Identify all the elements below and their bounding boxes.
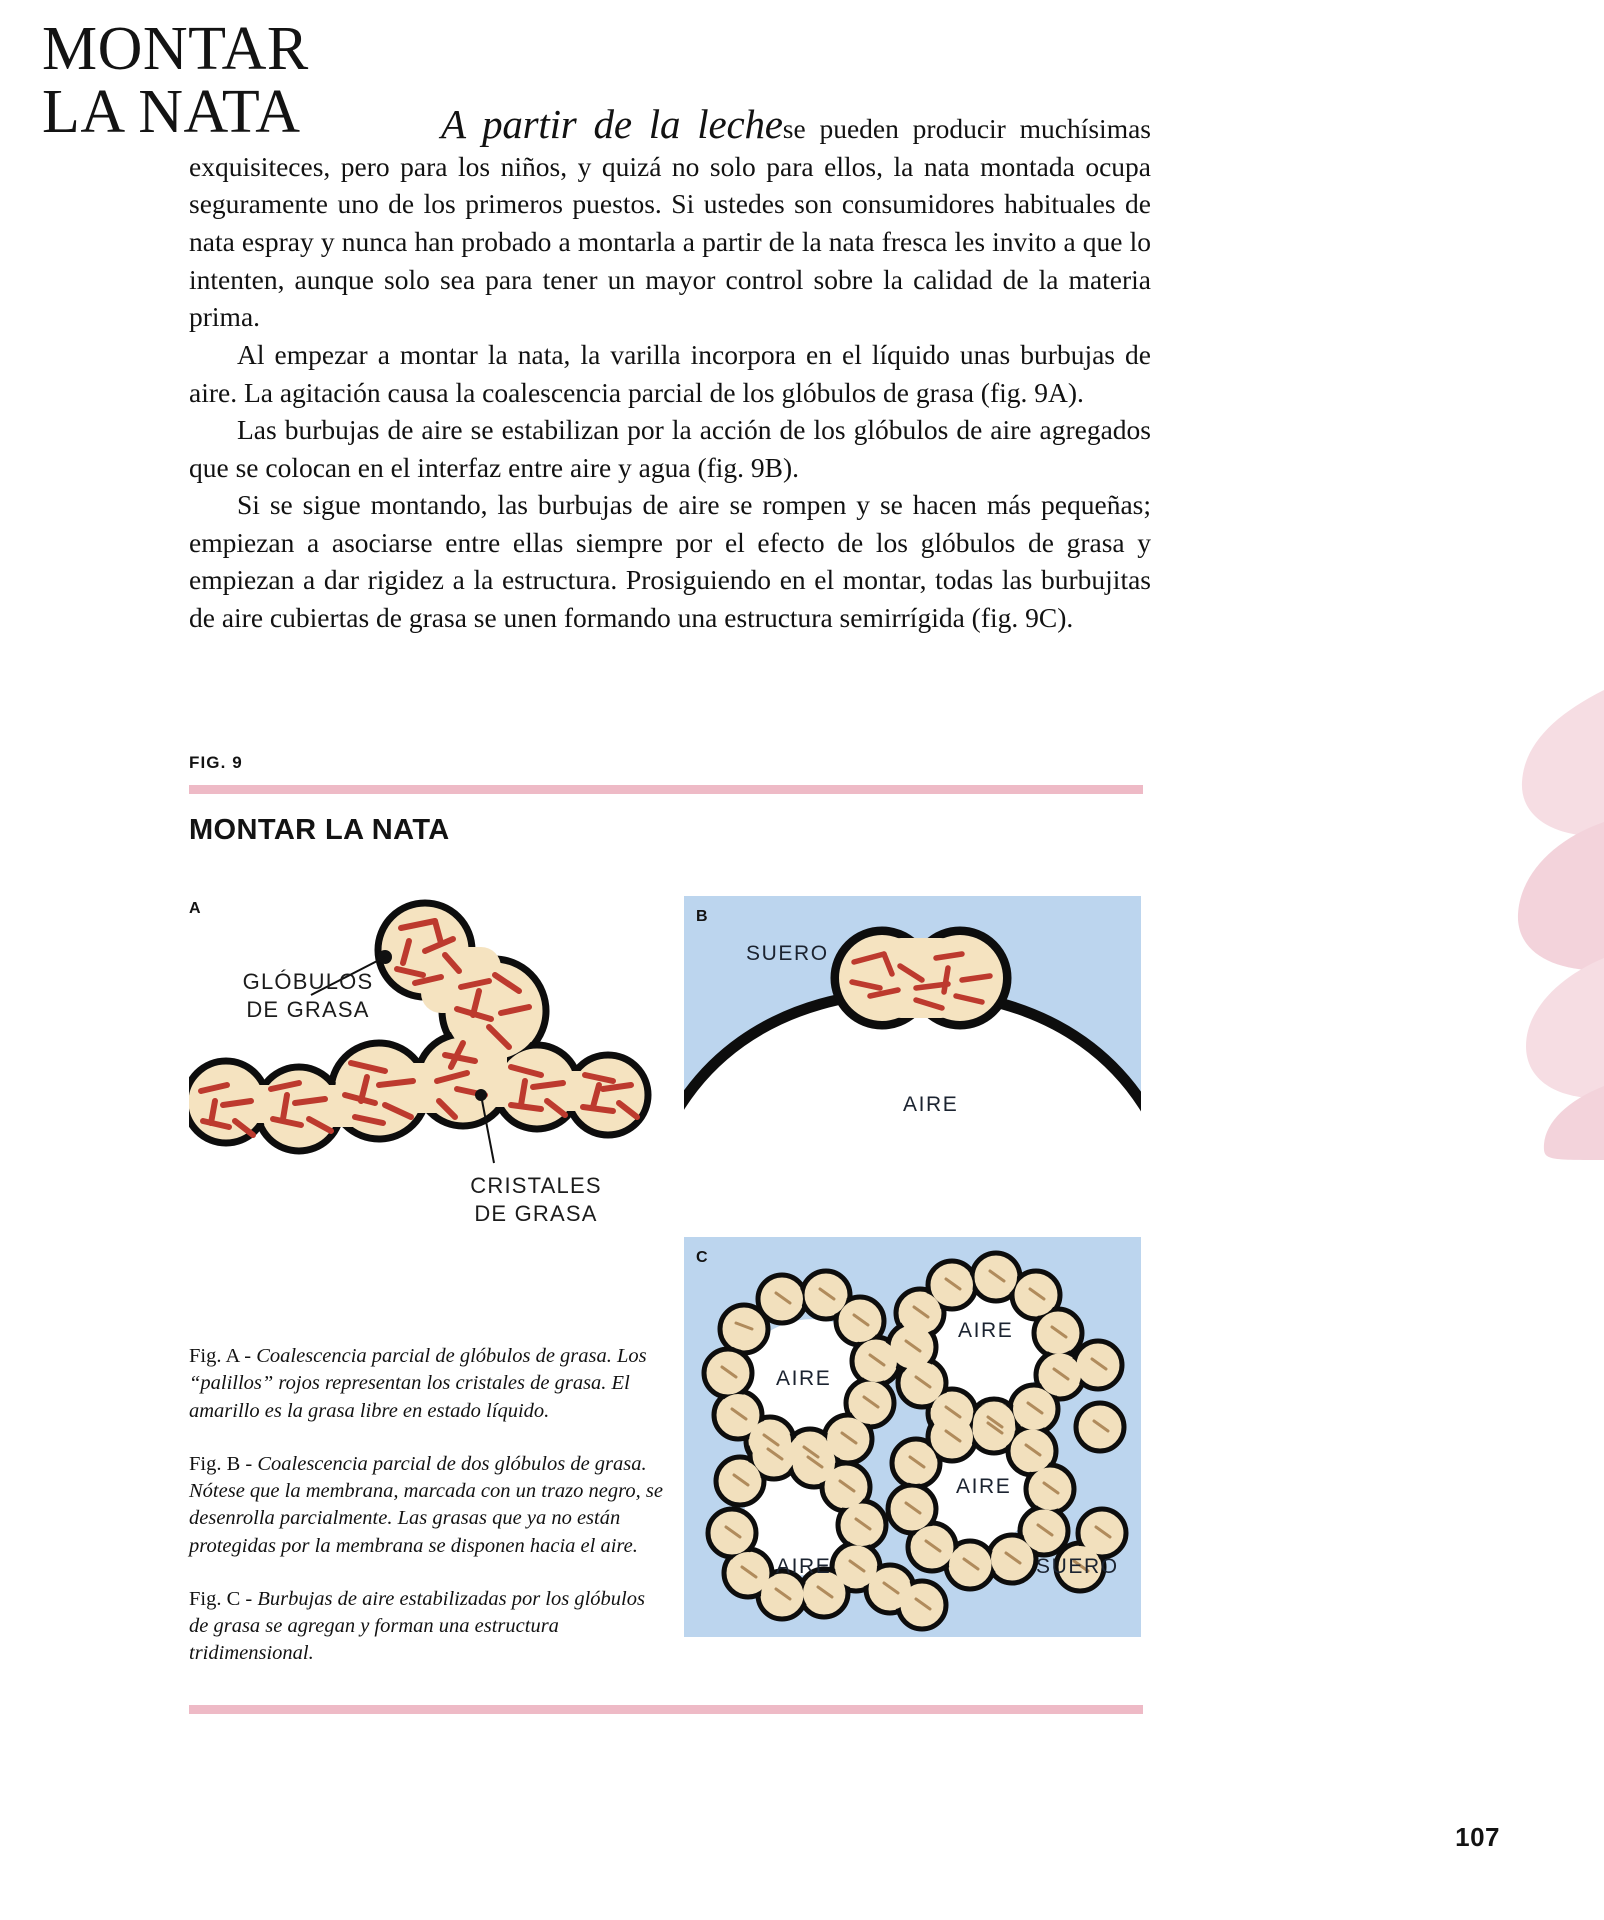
- panel-b-tag: B: [696, 908, 708, 925]
- caption-fig-a: [189, 1343, 669, 1425]
- caption-a-head: Fig. A -: [189, 1345, 257, 1367]
- label-globulos-line-1: GLÓBULOS: [242, 969, 374, 994]
- figure-top-rule: [189, 785, 1143, 794]
- label-aire-c-3: AIRE: [956, 1475, 1012, 1498]
- figure-captions: [189, 1343, 669, 1694]
- lede-rest: se pueden producir muchísimas exquisiteces, pero para los niños, y quizá no solo para ellos, la nata montada ocupa seguramente uno de los primeros puestos. Si ustedes son consumidores habituales de nata espray y nunca han probado a montarla a partir de la nata fresca les invito a que lo intenten, aunque solo sea para tener un mayor control sobre la calidad de la materia prima.: [189, 113, 1151, 333]
- lede-paragraph: [189, 101, 1151, 336]
- label-cristales-line-2: DE GRASA: [474, 1200, 598, 1226]
- article-body: [189, 101, 1151, 636]
- label-aire-c-1: AIRE: [958, 1319, 1014, 1342]
- panel-c-tag: C: [696, 1249, 708, 1266]
- body-paragraph-1: Al empezar a montar la nata, la varilla incorpora en el líquido unas burbujas de aire. La agitación causa la coalescencia parcial de los glóbulos de grasa (fig. 9A).: [189, 339, 1151, 408]
- panel-b-svg: [684, 896, 1141, 1168]
- body-paragraph-3: Si se sigue montando, las burbujas de aire se rompen y se hacen más pequeñas; empiezan a asociarse entre ellas siempre por el efecto de los glóbulos de grasa y empiezan a dar rigidez a la estructura. Prosiguiendo en el montar, todas las burbujitas de aire cubiertas de grasa se unen formando una estructura semirrígida (fig. 9C).: [189, 489, 1151, 633]
- caption-b-text: Coalescencia parcial de dos glóbulos de grasa. Nótese que la membrana, marcada con un trazo negro, se desenrolla parcialmente. Las grasas que ya no están protegidas por la membrana se disponen hacia el aire.: [189, 1452, 663, 1557]
- caption-fig-c: [189, 1586, 669, 1668]
- label-cristales-de-grasa: [436, 1172, 636, 1227]
- panel-a-tag: A: [189, 900, 201, 917]
- label-aire-c-2: AIRE: [776, 1367, 832, 1390]
- caption-c-head: Fig. C -: [189, 1587, 258, 1610]
- label-cristales-line-1: CRISTALES: [470, 1173, 602, 1198]
- label-globulos-line-2: DE GRASA: [246, 996, 370, 1022]
- figure-title: MONTAR LA NATA: [189, 814, 450, 846]
- figure-number-label: FIG. 9: [189, 753, 243, 772]
- caption-fig-b: [189, 1451, 669, 1560]
- page-number: 107: [1455, 1822, 1500, 1852]
- page-title-line-2: LA NATA: [42, 78, 301, 147]
- caption-a-text: Coalescencia parcial de glóbulos de grasa. Los “palillos” rojos representan los cristales de grasa. El amarillo es la grasa libre en estado líquido.: [189, 1345, 647, 1422]
- label-suero-c: SUERO: [1036, 1555, 1119, 1578]
- page-title-line-1: MONTAR: [42, 15, 309, 83]
- caption-c-text: Burbujas de aire estabilizadas por los glóbulos de grasa se agregan y forman una estructura tridimensional.: [189, 1587, 645, 1665]
- panel-c-diagram: [684, 1237, 1141, 1637]
- lede-emphasis: A partir de la leche: [441, 101, 783, 147]
- label-aire-b: AIRE: [903, 1093, 959, 1116]
- label-globulos-de-grasa: [218, 968, 398, 1023]
- figure-bottom-rule: [189, 1705, 1143, 1714]
- caption-b-head: Fig. B -: [189, 1452, 258, 1475]
- panel-b-diagram: [684, 896, 1141, 1168]
- body-paragraph-2: Las burbujas de aire se estabilizan por la acción de los glóbulos de aire agregados que se colocan en el interfaz entre aire y agua (fig. 9B).: [189, 414, 1151, 483]
- label-aire-c-4: AIRE: [776, 1555, 832, 1578]
- label-suero-b: SUERO: [746, 942, 829, 965]
- decorative-petals: [1494, 690, 1604, 1160]
